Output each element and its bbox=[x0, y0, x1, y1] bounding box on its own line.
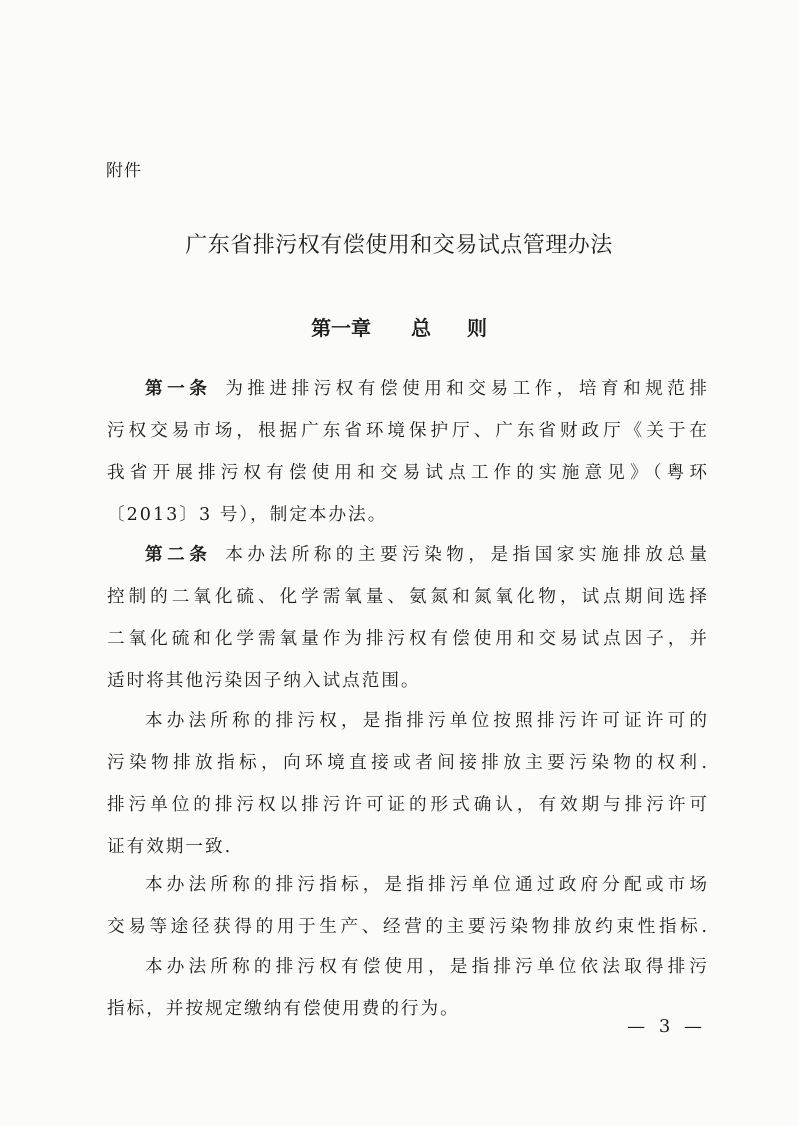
article-2-line-1: 第二条 本办法所称的主要污染物，是指国家实施排放总量 bbox=[145, 545, 707, 565]
paragraph-1-line-2: 污染物排放指标，向环境直接或者间接排放主要污染物的权利. bbox=[107, 753, 707, 773]
article-2-line-4: 适时将其他污染因子纳入试点范围。 bbox=[107, 671, 421, 691]
article-1-line-2: 污权交易市场，根据广东省环境保护厅、广东省财政厅《关于在 bbox=[107, 421, 707, 441]
paragraph-2-line-2: 交易等途径获得的用于生产、经营的主要污染物排放约束性指标. bbox=[107, 917, 707, 937]
paragraph-emission-quota bbox=[107, 864, 707, 948]
attachment-label: 附件 bbox=[106, 161, 142, 181]
chapter-name-2: 则 bbox=[466, 316, 487, 340]
article-1-line-1: 第一条 为推进排污权有偿使用和交易工作，培育和规范排 bbox=[145, 379, 707, 399]
article-1-line-4: 〔2013〕3 号），制定本办法。 bbox=[107, 505, 388, 525]
chapter-name-1: 总 bbox=[411, 316, 431, 340]
paragraph-1-line-3: 排污单位的排污权以排污许可证的形式确认，有效期与排污许可 bbox=[107, 795, 707, 815]
article-1-label: 第一条 bbox=[145, 379, 212, 399]
paragraph-paid-use bbox=[107, 946, 707, 1030]
chapter-number: 第一章 bbox=[311, 316, 372, 340]
paragraph-emission-right bbox=[107, 700, 707, 868]
article-2 bbox=[107, 534, 707, 702]
paragraph-3-line-1: 本办法所称的排污权有偿使用，是指排污单位依法取得排污 bbox=[145, 957, 707, 977]
article-2-line-3: 二氧化硫和化学需氧量作为排污权有偿使用和交易试点因子，并 bbox=[107, 629, 707, 649]
article-2-line-2: 控制的二氧化硫、化学需氧量、氨氮和氮氧化物，试点期间选择 bbox=[107, 587, 707, 607]
chapter-heading bbox=[0, 312, 798, 341]
document-title: 广东省排污权有偿使用和交易试点管理办法 bbox=[185, 233, 613, 258]
page-number: — 3 — bbox=[627, 1016, 706, 1037]
paragraph-3-line-2: 指标，并按规定缴纳有偿使用费的行为。 bbox=[107, 999, 460, 1019]
article-2-label: 第二条 bbox=[145, 545, 212, 565]
article-1 bbox=[107, 368, 707, 536]
article-1-line-3: 我省开展排污权有偿使用和交易试点工作的实施意见》（粤环 bbox=[107, 463, 707, 483]
paragraph-1-line-4: 证有效期一致. bbox=[107, 837, 233, 857]
paragraph-1-line-1: 本办法所称的排污权，是指排污单位按照排污许可证许可的 bbox=[145, 711, 707, 731]
paragraph-2-line-1: 本办法所称的排污指标，是指排污单位通过政府分配或市场 bbox=[145, 875, 707, 895]
